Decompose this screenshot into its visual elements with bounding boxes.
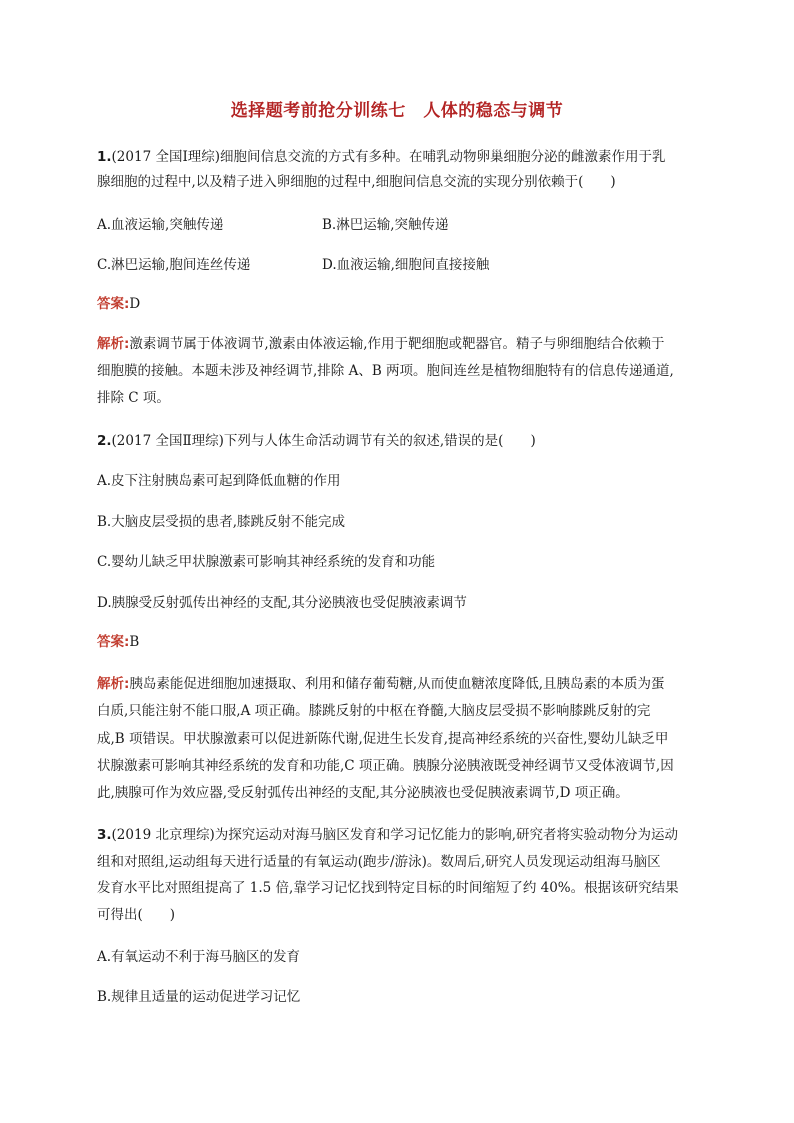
page-title: 选择题考前抢分训练七 人体的稳态与调节 [230,101,564,121]
question-3-stem-line-2: 组和对照组,运动组每天进行适量的有氧运动(跑步/游泳)。数周后,研究人员发现运动组海马脑区 [97,854,661,870]
question-2-analysis-line-4: 状腺激素可影响其神经系统的发育和功能,C 项正确。胰腺分泌胰液既受神经调节又受体液调节,因 [97,758,674,774]
question-1-analysis-line-2: 细胞膜的接触。本题未涉及神经调节,排除 A、B 两项。胞间连丝是植物细胞特有的信息传递通道, [97,363,674,379]
question-2-analysis-line-3: 成,B 项错误。甲状腺激素可以促进新陈代谢,促进生长发育,提高神经系统的兴奋性,婴幼儿缺乏甲 [97,731,669,747]
question-2-analysis-line-5: 此,胰腺可作为效应器,受反射弧传出神经的支配,其分泌胰液也受促胰液素调节,D 项正确。 [97,785,629,801]
answer-label: 答案: [97,296,130,312]
question-2-option-b: B.大脑皮层受损的患者,膝跳反射不能完成 [97,514,346,530]
question-2-option-c: C.婴幼儿缺乏甲状腺激素可影响其神经系统的发育和功能 [97,554,436,570]
question-2-analysis-line-1: 解析:胰岛素能促进细胞加速摄取、利用和储存葡萄糖,从而使血糖浓度降低,且胰岛素的本质为蛋 [97,676,665,692]
question-1-answer [97,295,697,313]
question-1-option-a: A.血液运输,突触传递 [97,217,224,233]
question-1-stem-line-2: 腺细胞的过程中,以及精子进入卵细胞的过程中,细胞间信息交流的实现分别依赖于( ) [97,174,616,190]
answer-value: D [129,296,141,312]
question-2-option-d: D.胰腺受反射弧传出神经的支配,其分泌胰液也受促胰液素调节 [97,595,467,611]
answer-value: B [129,634,140,650]
question-1-analysis-line-3: 排除 C 项。 [97,390,170,406]
question-1-number: 1. [97,149,112,165]
question-2-number: 2. [97,433,112,449]
question-3-stem-line-4: 可得出( ) [97,907,176,923]
question-1-analysis-line-1: 解析:激素调节属于体液调节,激素由体液运输,作用于靶细胞或靶器官。精子与卵细胞结合依赖于 [97,336,665,352]
question-2-stem-line-1: 2.(2017 全国Ⅱ理综)下列与人体生命活动调节有关的叙述,错误的是( ) [97,433,536,449]
question-3-number: 3. [97,827,112,843]
question-3-option-a: A.有氧运动不利于海马脑区的发育 [97,949,301,965]
question-3-stem-line-3: 发育水平比对照组提高了 1.5 倍,靠学习记忆找到特定目标的时间缩短了约 40%。根据该研究结果 [97,880,679,896]
question-2-option-a: A.皮下注射胰岛素可起到降低血糖的作用 [97,473,341,489]
question-3-option-b: B.规律且适量的运动促进学习记忆 [97,989,301,1005]
question-1-option-b: B.淋巴运输,突触传递 [322,217,449,233]
question-1-option-d: D.血液运输,细胞间直接接触 [322,257,490,273]
question-1-option-c: C.淋巴运输,胞间连丝传递 [97,257,251,273]
analysis-label: 解析: [97,336,130,352]
analysis-label: 解析: [97,676,130,692]
question-3-stem-line-1: 3.(2019 北京理综)为探究运动对海马脑区发育和学习记忆能力的影响,研究者将实验动物分为运动 [97,827,679,843]
question-1-stem-line-1: 1.(2017 全国Ⅰ理综)细胞间信息交流的方式有多种。在哺乳动物卵巢细胞分泌的雌激素作用于乳 [97,149,666,165]
question-2-analysis-line-2: 白质,只能注射不能口服,A 项正确。膝跳反射的中枢在脊髓,大脑皮层受损不影响膝跳反射的完 [97,703,651,719]
answer-label: 答案: [97,634,130,650]
question-2-answer [97,633,697,651]
